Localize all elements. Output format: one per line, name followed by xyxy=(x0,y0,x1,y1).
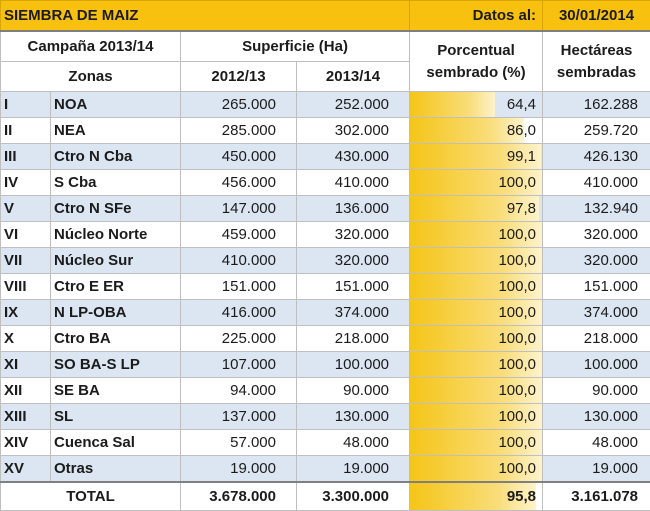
zone-code: V xyxy=(1,196,51,222)
surface-2013-14: 48.000 xyxy=(297,430,410,456)
percent-data-bar xyxy=(410,92,495,117)
surface-2012-13: 265.000 xyxy=(181,92,297,118)
table-row xyxy=(1,326,650,352)
percent-value: 100,0 xyxy=(498,304,536,321)
zone-code: XV xyxy=(1,456,51,483)
hectares-sown: 320.000 xyxy=(543,222,650,248)
surface-2013-14: 410.000 xyxy=(297,170,410,196)
surface-2013-14: 320.000 xyxy=(297,248,410,274)
hectares-sown: 48.000 xyxy=(543,430,650,456)
table-row xyxy=(1,404,650,430)
sheet-title: SIEMBRA DE MAIZ xyxy=(1,1,410,32)
date-value: 30/01/2014 xyxy=(543,1,650,32)
zone-code: VI xyxy=(1,222,51,248)
percent-sown xyxy=(410,456,543,483)
table-row xyxy=(1,248,650,274)
zone-code: XII xyxy=(1,378,51,404)
zone-code: VII xyxy=(1,248,51,274)
surface-2012-13: 94.000 xyxy=(181,378,297,404)
table-row xyxy=(1,274,650,300)
header-row-1 xyxy=(1,31,650,62)
zone-name: Núcleo Sur xyxy=(51,248,181,274)
percent-value: 100,0 xyxy=(498,226,536,243)
surface-2012-13: 410.000 xyxy=(181,248,297,274)
zones-header: Zonas xyxy=(1,62,181,92)
percent-value: 100,0 xyxy=(498,408,536,425)
percent-sown xyxy=(410,248,543,274)
surface-2013-14: 252.000 xyxy=(297,92,410,118)
year-2013-14-header: 2013/14 xyxy=(297,62,410,92)
campaign-header: Campaña 2013/14 xyxy=(1,31,181,62)
surface-2013-14: 302.000 xyxy=(297,118,410,144)
date-label: Datos al: xyxy=(410,1,543,32)
table-row xyxy=(1,300,650,326)
table-row xyxy=(1,92,650,118)
zone-name: SE BA xyxy=(51,378,181,404)
table-row xyxy=(1,196,650,222)
zone-name: SO BA-S LP xyxy=(51,352,181,378)
percent-sown xyxy=(410,144,543,170)
zone-name: Núcleo Norte xyxy=(51,222,181,248)
hectares-sown: 132.940 xyxy=(543,196,650,222)
surface-2013-14: 136.000 xyxy=(297,196,410,222)
percent-value: 99,1 xyxy=(507,148,536,165)
table-row xyxy=(1,352,650,378)
zone-name: NEA xyxy=(51,118,181,144)
hectares-sown: 410.000 xyxy=(543,170,650,196)
surface-2013-14: 218.000 xyxy=(297,326,410,352)
surface-2012-13: 57.000 xyxy=(181,430,297,456)
table-row xyxy=(1,430,650,456)
percent-value: 100,0 xyxy=(498,356,536,373)
percent-value: 100,0 xyxy=(498,460,536,477)
table-row xyxy=(1,144,650,170)
total-surface-2012-13: 3.678.000 xyxy=(181,482,297,511)
hectares-sown: 19.000 xyxy=(543,456,650,483)
percent-value: 100,0 xyxy=(498,382,536,399)
percent-value: 100,0 xyxy=(498,252,536,269)
percent-sown xyxy=(410,326,543,352)
zone-name: Ctro N SFe xyxy=(51,196,181,222)
hectares-header xyxy=(543,31,650,92)
hectares-header-line1: Hectáreas xyxy=(561,42,633,59)
table-row xyxy=(1,378,650,404)
hectares-sown: 151.000 xyxy=(543,274,650,300)
surface-2012-13: 416.000 xyxy=(181,300,297,326)
surface-2013-14: 19.000 xyxy=(297,456,410,483)
percent-sown xyxy=(410,378,543,404)
hectares-sown: 130.000 xyxy=(543,404,650,430)
surface-2012-13: 147.000 xyxy=(181,196,297,222)
surface-2013-14: 130.000 xyxy=(297,404,410,430)
zone-code: XI xyxy=(1,352,51,378)
table-row xyxy=(1,222,650,248)
total-label: TOTAL xyxy=(1,482,181,511)
percent-value: 97,8 xyxy=(507,200,536,217)
percent-sown xyxy=(410,118,543,144)
percent-header xyxy=(410,31,543,92)
surface-2012-13: 137.000 xyxy=(181,404,297,430)
hectares-sown: 259.720 xyxy=(543,118,650,144)
zone-name: NOA xyxy=(51,92,181,118)
zone-name: Otras xyxy=(51,456,181,483)
percent-sown xyxy=(410,404,543,430)
zone-name: S Cba xyxy=(51,170,181,196)
zone-name: Ctro N Cba xyxy=(51,144,181,170)
table-row xyxy=(1,456,650,483)
percent-header-line2: sembrado (%) xyxy=(426,64,525,81)
surface-2012-13: 285.000 xyxy=(181,118,297,144)
surface-2012-13: 19.000 xyxy=(181,456,297,483)
surface-2013-14: 151.000 xyxy=(297,274,410,300)
zone-code: IV xyxy=(1,170,51,196)
year-2012-13-header: 2012/13 xyxy=(181,62,297,92)
zone-name: Ctro E ER xyxy=(51,274,181,300)
hectares-sown: 218.000 xyxy=(543,326,650,352)
zone-code: VIII xyxy=(1,274,51,300)
total-row xyxy=(1,482,650,511)
zone-name: Cuenca Sal xyxy=(51,430,181,456)
zone-code: IX xyxy=(1,300,51,326)
percent-value: 100,0 xyxy=(498,278,536,295)
surface-2013-14: 100.000 xyxy=(297,352,410,378)
hectares-header-line2: sembradas xyxy=(557,64,636,81)
percent-sown xyxy=(410,430,543,456)
zone-code: II xyxy=(1,118,51,144)
percent-value: 100,0 xyxy=(498,330,536,347)
surface-2013-14: 90.000 xyxy=(297,378,410,404)
surface-2012-13: 456.000 xyxy=(181,170,297,196)
percent-sown xyxy=(410,92,543,118)
percent-value: 100,0 xyxy=(498,174,536,191)
hectares-sown: 320.000 xyxy=(543,248,650,274)
hectares-sown: 100.000 xyxy=(543,352,650,378)
percent-value: 64,4 xyxy=(507,96,536,113)
percent-sown xyxy=(410,300,543,326)
zone-code: XIV xyxy=(1,430,51,456)
zone-code: XIII xyxy=(1,404,51,430)
zone-name: SL xyxy=(51,404,181,430)
zone-name: N LP-OBA xyxy=(51,300,181,326)
surface-2012-13: 225.000 xyxy=(181,326,297,352)
table-row xyxy=(1,170,650,196)
surface-header: Superficie (Ha) xyxy=(181,31,410,62)
surface-2013-14: 374.000 xyxy=(297,300,410,326)
zone-code: X xyxy=(1,326,51,352)
hectares-sown: 426.130 xyxy=(543,144,650,170)
percent-sown xyxy=(410,352,543,378)
surface-2012-13: 459.000 xyxy=(181,222,297,248)
zone-name: Ctro BA xyxy=(51,326,181,352)
total-hectares-sown: 3.161.078 xyxy=(543,482,650,511)
hectares-sown: 162.288 xyxy=(543,92,650,118)
percent-sown xyxy=(410,274,543,300)
total-surface-2013-14: 3.300.000 xyxy=(297,482,410,511)
surface-2013-14: 320.000 xyxy=(297,222,410,248)
title-row xyxy=(1,1,650,32)
percent-value: 86,0 xyxy=(507,122,536,139)
hectares-sown: 374.000 xyxy=(543,300,650,326)
zone-code: III xyxy=(1,144,51,170)
surface-2012-13: 450.000 xyxy=(181,144,297,170)
percent-sown xyxy=(410,196,543,222)
surface-2012-13: 151.000 xyxy=(181,274,297,300)
percent-sown xyxy=(410,222,543,248)
zone-code: I xyxy=(1,92,51,118)
hectares-sown: 90.000 xyxy=(543,378,650,404)
surface-2012-13: 107.000 xyxy=(181,352,297,378)
table-row xyxy=(1,118,650,144)
percent-header-line1: Porcentual xyxy=(437,42,515,59)
percent-value: 95,8 xyxy=(507,488,536,505)
surface-2013-14: 430.000 xyxy=(297,144,410,170)
total-percent-sown xyxy=(410,482,543,511)
percent-sown xyxy=(410,170,543,196)
percent-value: 100,0 xyxy=(498,434,536,451)
